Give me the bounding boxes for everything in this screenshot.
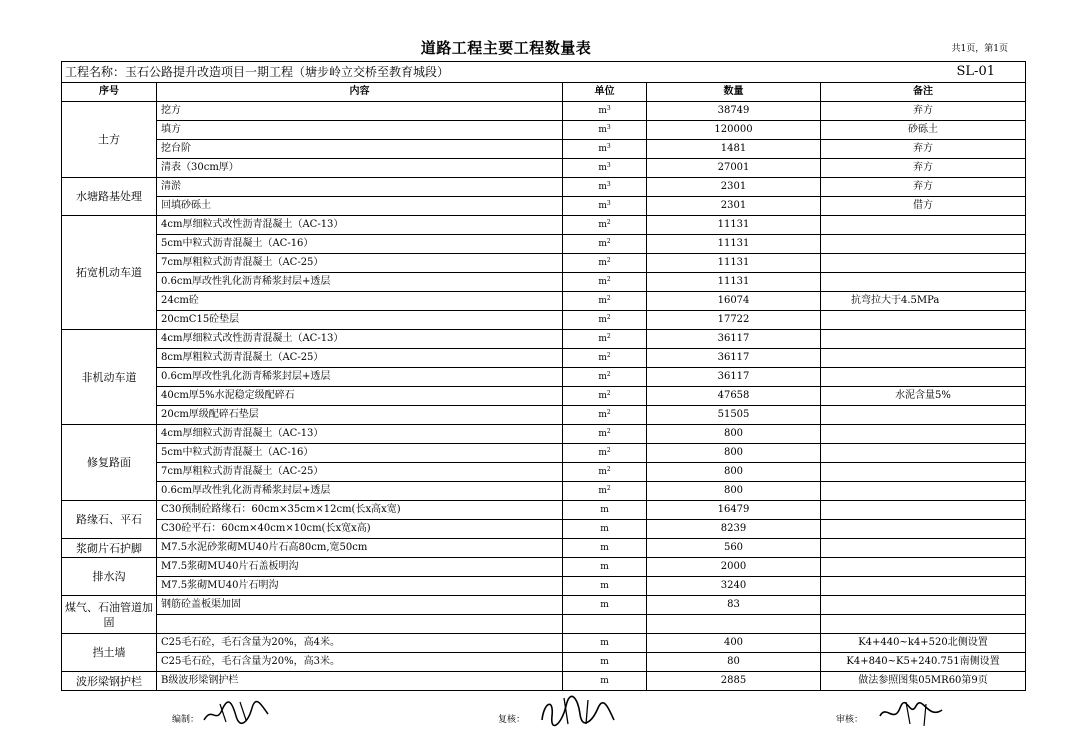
reviewer-label: 复核： — [498, 715, 526, 725]
quantity-cell: 800 — [647, 482, 821, 501]
reviewer-signature — [498, 712, 525, 725]
unit-cell — [563, 558, 647, 577]
unit-exponent: 2 — [606, 409, 611, 416]
unit-cell — [563, 273, 647, 292]
unit-base: m — [598, 486, 607, 496]
unit-cell — [563, 482, 647, 501]
remark-cell — [821, 311, 1026, 330]
table-row — [62, 406, 1026, 425]
unit-cell — [563, 292, 647, 311]
quantity-cell: 2000 — [647, 558, 821, 577]
unit-cell — [563, 463, 647, 482]
unit-base: m — [598, 201, 607, 211]
table-row — [62, 102, 1026, 121]
compiler-label: 编制： — [172, 715, 200, 725]
table-row — [62, 330, 1026, 349]
table-row — [62, 444, 1026, 463]
quantity-cell: 400 — [647, 634, 821, 653]
remark-cell — [821, 425, 1026, 444]
table-row — [62, 292, 1026, 311]
quantity-cell: 560 — [647, 539, 821, 558]
content-cell: 0.6cm厚改性乳化沥青稀浆封层+透层 — [157, 368, 563, 387]
unit-exponent: 2 — [606, 219, 611, 226]
unit-base: m — [600, 524, 609, 534]
content-cell: 4cm厚细粒式改性沥青混凝土（AC-13） — [157, 330, 563, 349]
quantity-cell: 11131 — [647, 254, 821, 273]
unit-cell — [563, 444, 647, 463]
unit-cell — [563, 140, 647, 159]
content-cell: 7cm厚粗粒式沥青混凝土（AC-25） — [157, 463, 563, 482]
table-row — [62, 140, 1026, 159]
remark-cell — [821, 349, 1026, 368]
quantity-cell: 800 — [647, 444, 821, 463]
quantity-cell: 3240 — [647, 577, 821, 596]
auditor-signature — [836, 712, 863, 725]
category-cell: 浆砌片石护脚 — [62, 539, 157, 558]
unit-exponent: 2 — [606, 390, 611, 397]
quantity-cell: 38749 — [647, 102, 821, 121]
unit-base: m — [600, 600, 609, 610]
content-cell: C30砼平石：60cm×40cm×10cm(长x宽x高) — [157, 520, 563, 539]
unit-base: m — [598, 372, 607, 382]
content-cell: 20cm厚级配碎石垫层 — [157, 406, 563, 425]
content-cell: 20cmC15砼垫层 — [157, 311, 563, 330]
unit-exponent: 3 — [606, 200, 611, 207]
unit-cell — [563, 216, 647, 235]
table-row — [62, 520, 1026, 539]
unit-base: m — [598, 353, 607, 363]
remark-cell — [821, 235, 1026, 254]
unit-exponent: 2 — [606, 466, 611, 473]
quantity-cell: 800 — [647, 463, 821, 482]
remark-cell — [821, 216, 1026, 235]
category-cell: 非机动车道 — [62, 330, 157, 425]
table-row — [62, 615, 1026, 634]
table-row — [62, 311, 1026, 330]
remark-cell: 砂砾土 — [821, 121, 1026, 140]
category-cell: 波形梁钢护栏 — [62, 672, 157, 691]
table-row — [62, 178, 1026, 197]
unit-exponent: 3 — [606, 105, 611, 112]
table-row — [62, 672, 1026, 691]
unit-base: m — [598, 277, 607, 287]
table-row — [62, 596, 1026, 615]
category-cell: 煤气、石油管道加固 — [62, 596, 157, 634]
remark-cell — [821, 254, 1026, 273]
table-row — [62, 121, 1026, 140]
remark-cell — [821, 596, 1026, 615]
quantity-cell — [647, 615, 821, 634]
col-unit-header: 单位 — [563, 83, 647, 102]
quantity-cell: 120000 — [647, 121, 821, 140]
content-cell: 0.6cm厚改性乳化沥青稀浆封层+透层 — [157, 273, 563, 292]
handwritten-signature-icon — [876, 698, 946, 728]
unit-base: m — [598, 391, 607, 401]
unit-exponent: 2 — [606, 314, 611, 321]
compiler-signature — [172, 712, 199, 725]
unit-exponent: 2 — [606, 276, 611, 283]
unit-cell — [563, 577, 647, 596]
table-row — [62, 349, 1026, 368]
col-no-header: 序号 — [62, 83, 157, 102]
unit-base: m — [598, 296, 607, 306]
unit-base: m — [598, 220, 607, 230]
drawing-code: SL-01 — [956, 64, 995, 79]
content-cell: 挖台阶 — [157, 140, 563, 159]
category-cell: 水塘路基处理 — [62, 178, 157, 216]
unit-cell — [563, 330, 647, 349]
table-row — [62, 197, 1026, 216]
page-info: 共1页，第1页 — [951, 44, 1008, 54]
table-row — [62, 254, 1026, 273]
unit-exponent: 2 — [606, 371, 611, 378]
quantity-cell: 2301 — [647, 178, 821, 197]
unit-exponent: 3 — [606, 181, 611, 188]
remark-cell — [821, 615, 1026, 634]
unit-cell — [563, 368, 647, 387]
unit-exponent: 2 — [606, 238, 611, 245]
unit-cell — [563, 102, 647, 121]
content-cell: 回填砂砾土 — [157, 197, 563, 216]
table-row — [62, 577, 1026, 596]
category-cell: 土方 — [62, 102, 157, 178]
unit-exponent: 2 — [606, 428, 611, 435]
content-cell: M7.5浆砌MU40片石明沟 — [157, 577, 563, 596]
unit-exponent: 3 — [606, 143, 611, 150]
remark-cell: 弃方 — [821, 178, 1026, 197]
quantity-cell: 17722 — [647, 311, 821, 330]
remark-cell — [821, 368, 1026, 387]
quantity-cell: 36117 — [647, 330, 821, 349]
quantity-cell: 11131 — [647, 235, 821, 254]
quantity-cell: 36117 — [647, 368, 821, 387]
content-cell: 24cm砼 — [157, 292, 563, 311]
unit-cell — [563, 596, 647, 615]
unit-cell — [563, 159, 647, 178]
unit-base: m — [600, 562, 609, 572]
remark-cell — [821, 444, 1026, 463]
document-title: 道路工程主要工程数量表 — [420, 39, 592, 57]
remark-cell — [821, 558, 1026, 577]
remark-cell — [821, 273, 1026, 292]
content-cell: 清淤 — [157, 178, 563, 197]
project-name: 工程名称：玉石公路提升改造项目一期工程（塘步岭立交桥至教育城段） — [65, 65, 450, 79]
remark-cell — [821, 520, 1026, 539]
table-row — [62, 501, 1026, 520]
remark-cell — [821, 501, 1026, 520]
unit-base: m — [598, 239, 607, 249]
quantity-cell: 11131 — [647, 216, 821, 235]
table-row — [62, 463, 1026, 482]
unit-exponent: 2 — [606, 447, 611, 454]
unit-exponent: 3 — [606, 162, 611, 169]
content-cell: 4cm厚细粒式沥青混凝土（AC-13） — [157, 425, 563, 444]
quantity-cell: 11131 — [647, 273, 821, 292]
unit-base: m — [598, 467, 607, 477]
content-cell: C30预制砼路缘石：60cm×35cm×12cm(长x高x宽) — [157, 501, 563, 520]
handwritten-signature-icon — [202, 698, 272, 728]
content-cell: C25毛石砼，毛石含量为20%，高4米。 — [157, 634, 563, 653]
table-row — [62, 558, 1026, 577]
content-cell: 4cm厚细粒式改性沥青混凝土（AC-13） — [157, 216, 563, 235]
col-qty-header: 数量 — [647, 83, 821, 102]
remark-cell: 弃方 — [821, 140, 1026, 159]
content-cell: 清表（30cm厚） — [157, 159, 563, 178]
content-cell: C25毛石砼，毛石含量为20%，高3米。 — [157, 653, 563, 672]
table-row — [62, 216, 1026, 235]
content-cell: M7.5水泥砂浆砌MU40片石高80cm,宽50cm — [157, 539, 563, 558]
remark-cell — [821, 539, 1026, 558]
remark-cell — [821, 406, 1026, 425]
quantity-cell: 36117 — [647, 349, 821, 368]
content-cell: 40cm厚5%水泥稳定级配碎石 — [157, 387, 563, 406]
quantity-table — [61, 61, 1026, 691]
quantity-cell: 800 — [647, 425, 821, 444]
unit-base: m — [598, 125, 607, 135]
unit-cell — [563, 520, 647, 539]
unit-cell — [563, 539, 647, 558]
unit-cell — [563, 235, 647, 254]
project-row — [62, 62, 1026, 83]
col-remark-header: 备注 — [821, 83, 1026, 102]
unit-base: m — [600, 581, 609, 591]
quantity-cell: 83 — [647, 596, 821, 615]
unit-base: m — [598, 258, 607, 268]
category-cell: 挡土墙 — [62, 634, 157, 672]
content-cell — [157, 615, 563, 634]
content-cell: M7.5浆砌MU40片石盖板明沟 — [157, 558, 563, 577]
unit-base: m — [598, 144, 607, 154]
remark-cell — [821, 482, 1026, 501]
unit-base: m — [598, 448, 607, 458]
unit-cell — [563, 178, 647, 197]
unit-base: m — [598, 410, 607, 420]
remark-cell: 弃方 — [821, 102, 1026, 121]
unit-exponent: 2 — [606, 295, 611, 302]
unit-base: m — [598, 315, 607, 325]
unit-cell — [563, 425, 647, 444]
unit-cell — [563, 501, 647, 520]
quantity-cell: 2885 — [647, 672, 821, 691]
content-cell: 7cm厚粗粒式沥青混凝土（AC-25） — [157, 254, 563, 273]
category-cell: 路缘石、平石 — [62, 501, 157, 539]
remark-cell: 水泥含量5% — [821, 387, 1026, 406]
unit-exponent: 2 — [606, 352, 611, 359]
auditor-label: 审核： — [836, 715, 864, 725]
unit-cell — [563, 349, 647, 368]
remark-cell — [821, 463, 1026, 482]
quantity-cell: 47658 — [647, 387, 821, 406]
remark-cell: 抗弯拉大于4.5MPa — [821, 292, 1026, 311]
unit-cell — [563, 634, 647, 653]
remark-cell: K4+440~k4+520北侧设置 — [821, 634, 1026, 653]
unit-cell — [563, 615, 647, 634]
unit-base: m — [600, 638, 609, 648]
remark-cell: 做法参照图集05MR60第9页 — [821, 672, 1026, 691]
col-content-header: 内容 — [157, 83, 563, 102]
table-row — [62, 634, 1026, 653]
quantity-cell: 80 — [647, 653, 821, 672]
unit-base: m — [598, 429, 607, 439]
content-cell: 5cm中粒式沥青混凝土（AC-16） — [157, 235, 563, 254]
quantity-cell: 8239 — [647, 520, 821, 539]
content-cell: 挖方 — [157, 102, 563, 121]
content-cell: B级波形梁钢护栏 — [157, 672, 563, 691]
table-row — [62, 159, 1026, 178]
category-cell: 修复路面 — [62, 425, 157, 501]
unit-base: m — [600, 676, 609, 686]
table-row — [62, 387, 1026, 406]
unit-cell — [563, 121, 647, 140]
table-row — [62, 539, 1026, 558]
unit-exponent: 2 — [606, 485, 611, 492]
remark-cell — [821, 330, 1026, 349]
table-row — [62, 425, 1026, 444]
handwritten-signature-icon — [536, 694, 616, 728]
table-row — [62, 368, 1026, 387]
unit-cell — [563, 254, 647, 273]
content-cell: 0.6cm厚改性乳化沥青稀浆封层+透层 — [157, 482, 563, 501]
unit-cell — [563, 672, 647, 691]
quantity-cell: 16074 — [647, 292, 821, 311]
remark-cell: 借方 — [821, 197, 1026, 216]
content-cell: 8cm厚粗粒式沥青混凝土（AC-25） — [157, 349, 563, 368]
unit-cell — [563, 653, 647, 672]
table-header-row — [62, 83, 1026, 102]
unit-base: m — [598, 334, 607, 344]
unit-base: m — [600, 543, 609, 553]
remark-cell: 弃方 — [821, 159, 1026, 178]
quantity-cell: 1481 — [647, 140, 821, 159]
unit-base: m — [598, 182, 607, 192]
unit-cell — [563, 311, 647, 330]
unit-cell — [563, 197, 647, 216]
unit-exponent: 2 — [606, 257, 611, 264]
category-cell: 排水沟 — [62, 558, 157, 596]
content-cell: 5cm中粒式沥青混凝土（AC-16） — [157, 444, 563, 463]
table-row — [62, 273, 1026, 292]
quantity-cell: 16479 — [647, 501, 821, 520]
quantity-cell: 51505 — [647, 406, 821, 425]
quantity-cell: 2301 — [647, 197, 821, 216]
table-row — [62, 482, 1026, 501]
unit-base: m — [600, 505, 609, 515]
unit-exponent: 3 — [606, 124, 611, 131]
remark-cell: K4+840~K5+240.751南侧设置 — [821, 653, 1026, 672]
category-cell: 拓宽机动车道 — [62, 216, 157, 330]
unit-base: m — [598, 106, 607, 116]
content-cell: 填方 — [157, 121, 563, 140]
unit-base: m — [598, 163, 607, 173]
table-row — [62, 235, 1026, 254]
unit-base: m — [600, 657, 609, 667]
unit-cell — [563, 406, 647, 425]
unit-exponent: 2 — [606, 333, 611, 340]
remark-cell — [821, 577, 1026, 596]
table-row — [62, 653, 1026, 672]
quantity-cell: 27001 — [647, 159, 821, 178]
unit-cell — [563, 387, 647, 406]
content-cell: 钢筋砼盖板渠加固 — [157, 596, 563, 615]
